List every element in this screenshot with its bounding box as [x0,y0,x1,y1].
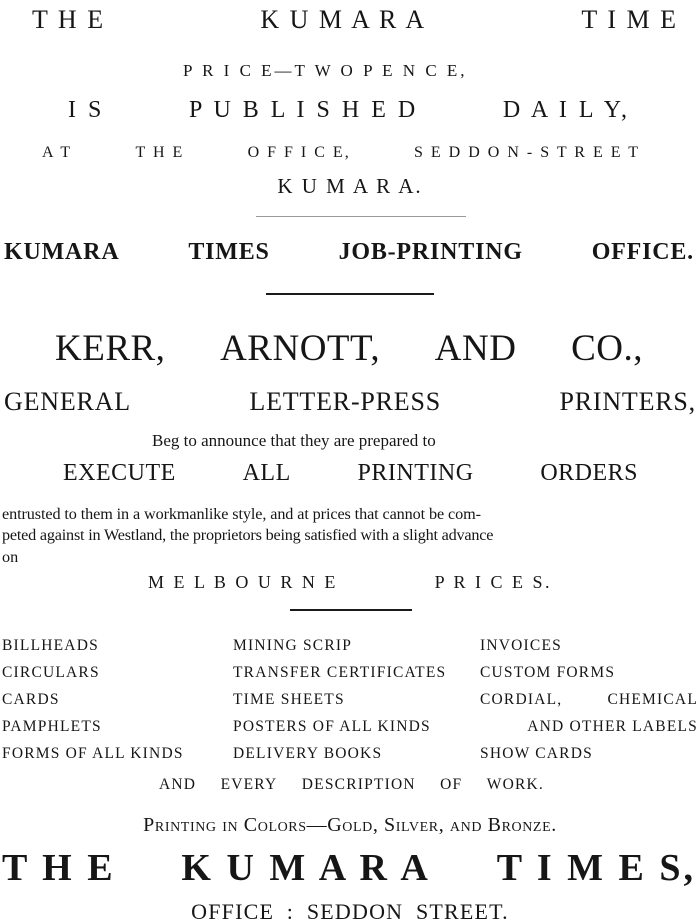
published-word: D A I L Y, [502,97,630,123]
body-line: on [2,548,19,566]
closing-word: DESCRIPTION [301,776,416,793]
trade-word: LETTER-PRESS [249,387,442,416]
office-word: A T [42,144,73,161]
closing-word: WORK. [486,776,544,793]
service-item: INVOICES [480,637,562,654]
firm-word: KERR, [55,328,166,369]
published-word: P U B L I S H E D [188,97,419,123]
services-col-1 [2,636,227,771]
service-item: POSTERS OF ALL KINDS [233,718,431,735]
job-printing-heading [4,240,694,264]
footer-title-word: K U M A R A [181,847,431,889]
closing-word: AND [159,776,197,793]
colors-line: Printing in Colors—Gold, Silver, and Bronze. [143,814,557,836]
body-line: entrusted to them in a workmanlike style, and at prices that cannot be com- [2,505,481,523]
footer-title-word: T H E [2,847,116,889]
execute-word: ORDERS [540,460,638,486]
masthead-word: K U M A R A [260,5,427,34]
published-daily [68,98,630,122]
office-word: S E D D O N - S T R E E T [413,144,640,161]
section-rule [290,609,412,611]
heading-word: KUMARA [4,239,120,265]
service-item: BILLHEADS [2,637,99,654]
melbourne-word: M E L B O U R N E [148,572,338,592]
closing-word: EVERY [220,776,278,793]
firm-name [55,330,643,367]
footer-office: OFFICE : SEDDON STREET. [191,899,509,924]
firm-trade [4,389,696,415]
masthead-word: T I M E [581,5,678,34]
execute-word: ALL [242,460,291,486]
service-item: CORDIAL, CHEMICAL [480,691,698,708]
service-item: DELIVERY BOOKS [233,745,383,762]
service-item: AND OTHER LABELS [527,718,698,735]
trade-word: PRINTERS, [559,387,696,416]
masthead-title [32,7,678,33]
heading-word: JOB-PRINTING [338,239,523,265]
services-col-2 [233,636,475,771]
trade-word: GENERAL [4,387,131,416]
town-name: K U M A R A. [277,174,423,198]
masthead-word: T H E [32,5,106,34]
execute-word: PRINTING [357,460,474,486]
heading-word: TIMES [188,239,270,265]
service-item: CUSTOM FORMS [480,664,616,681]
melbourne-word: P R I C E S. [434,572,552,592]
section-rule [266,293,434,295]
services-closing [159,777,544,793]
closing-word: OF [440,776,463,793]
service-item: FORMS OF ALL KINDS [2,745,184,762]
price-line: P R I C E—T W O P E N C E, [183,61,468,80]
service-item: MINING SCRIP [233,637,353,654]
announce-line: Beg to announce that they are prepared to [152,431,436,450]
service-item: TRANSFER CERTIFICATES [233,664,447,681]
body-line: peted against in Westland, the proprietors being satisfied with a slight advance [2,526,494,544]
service-item: SHOW CARDS [480,745,593,762]
footer-title [2,849,696,887]
service-item: PAMPHLETS [2,718,102,735]
masthead-divider [256,216,466,217]
office-word: O F F I C E, [247,144,351,161]
published-word: I S [68,97,105,123]
service-item: CIRCULARS [2,664,100,681]
firm-word: ARNOTT, [220,328,381,369]
heading-word: OFFICE. [591,239,694,265]
office-word: T H E [135,144,185,161]
office-address [42,145,640,161]
execute-orders [63,461,638,485]
service-item: TIME SHEETS [233,691,345,708]
melbourne-prices [148,573,552,591]
footer-title-word: T I M E S, [496,847,696,889]
firm-word: AND [434,328,517,369]
service-item: CARDS [2,691,60,708]
services-col-3 [480,636,698,771]
firm-word: CO., [571,328,643,369]
execute-word: EXECUTE [63,460,176,486]
